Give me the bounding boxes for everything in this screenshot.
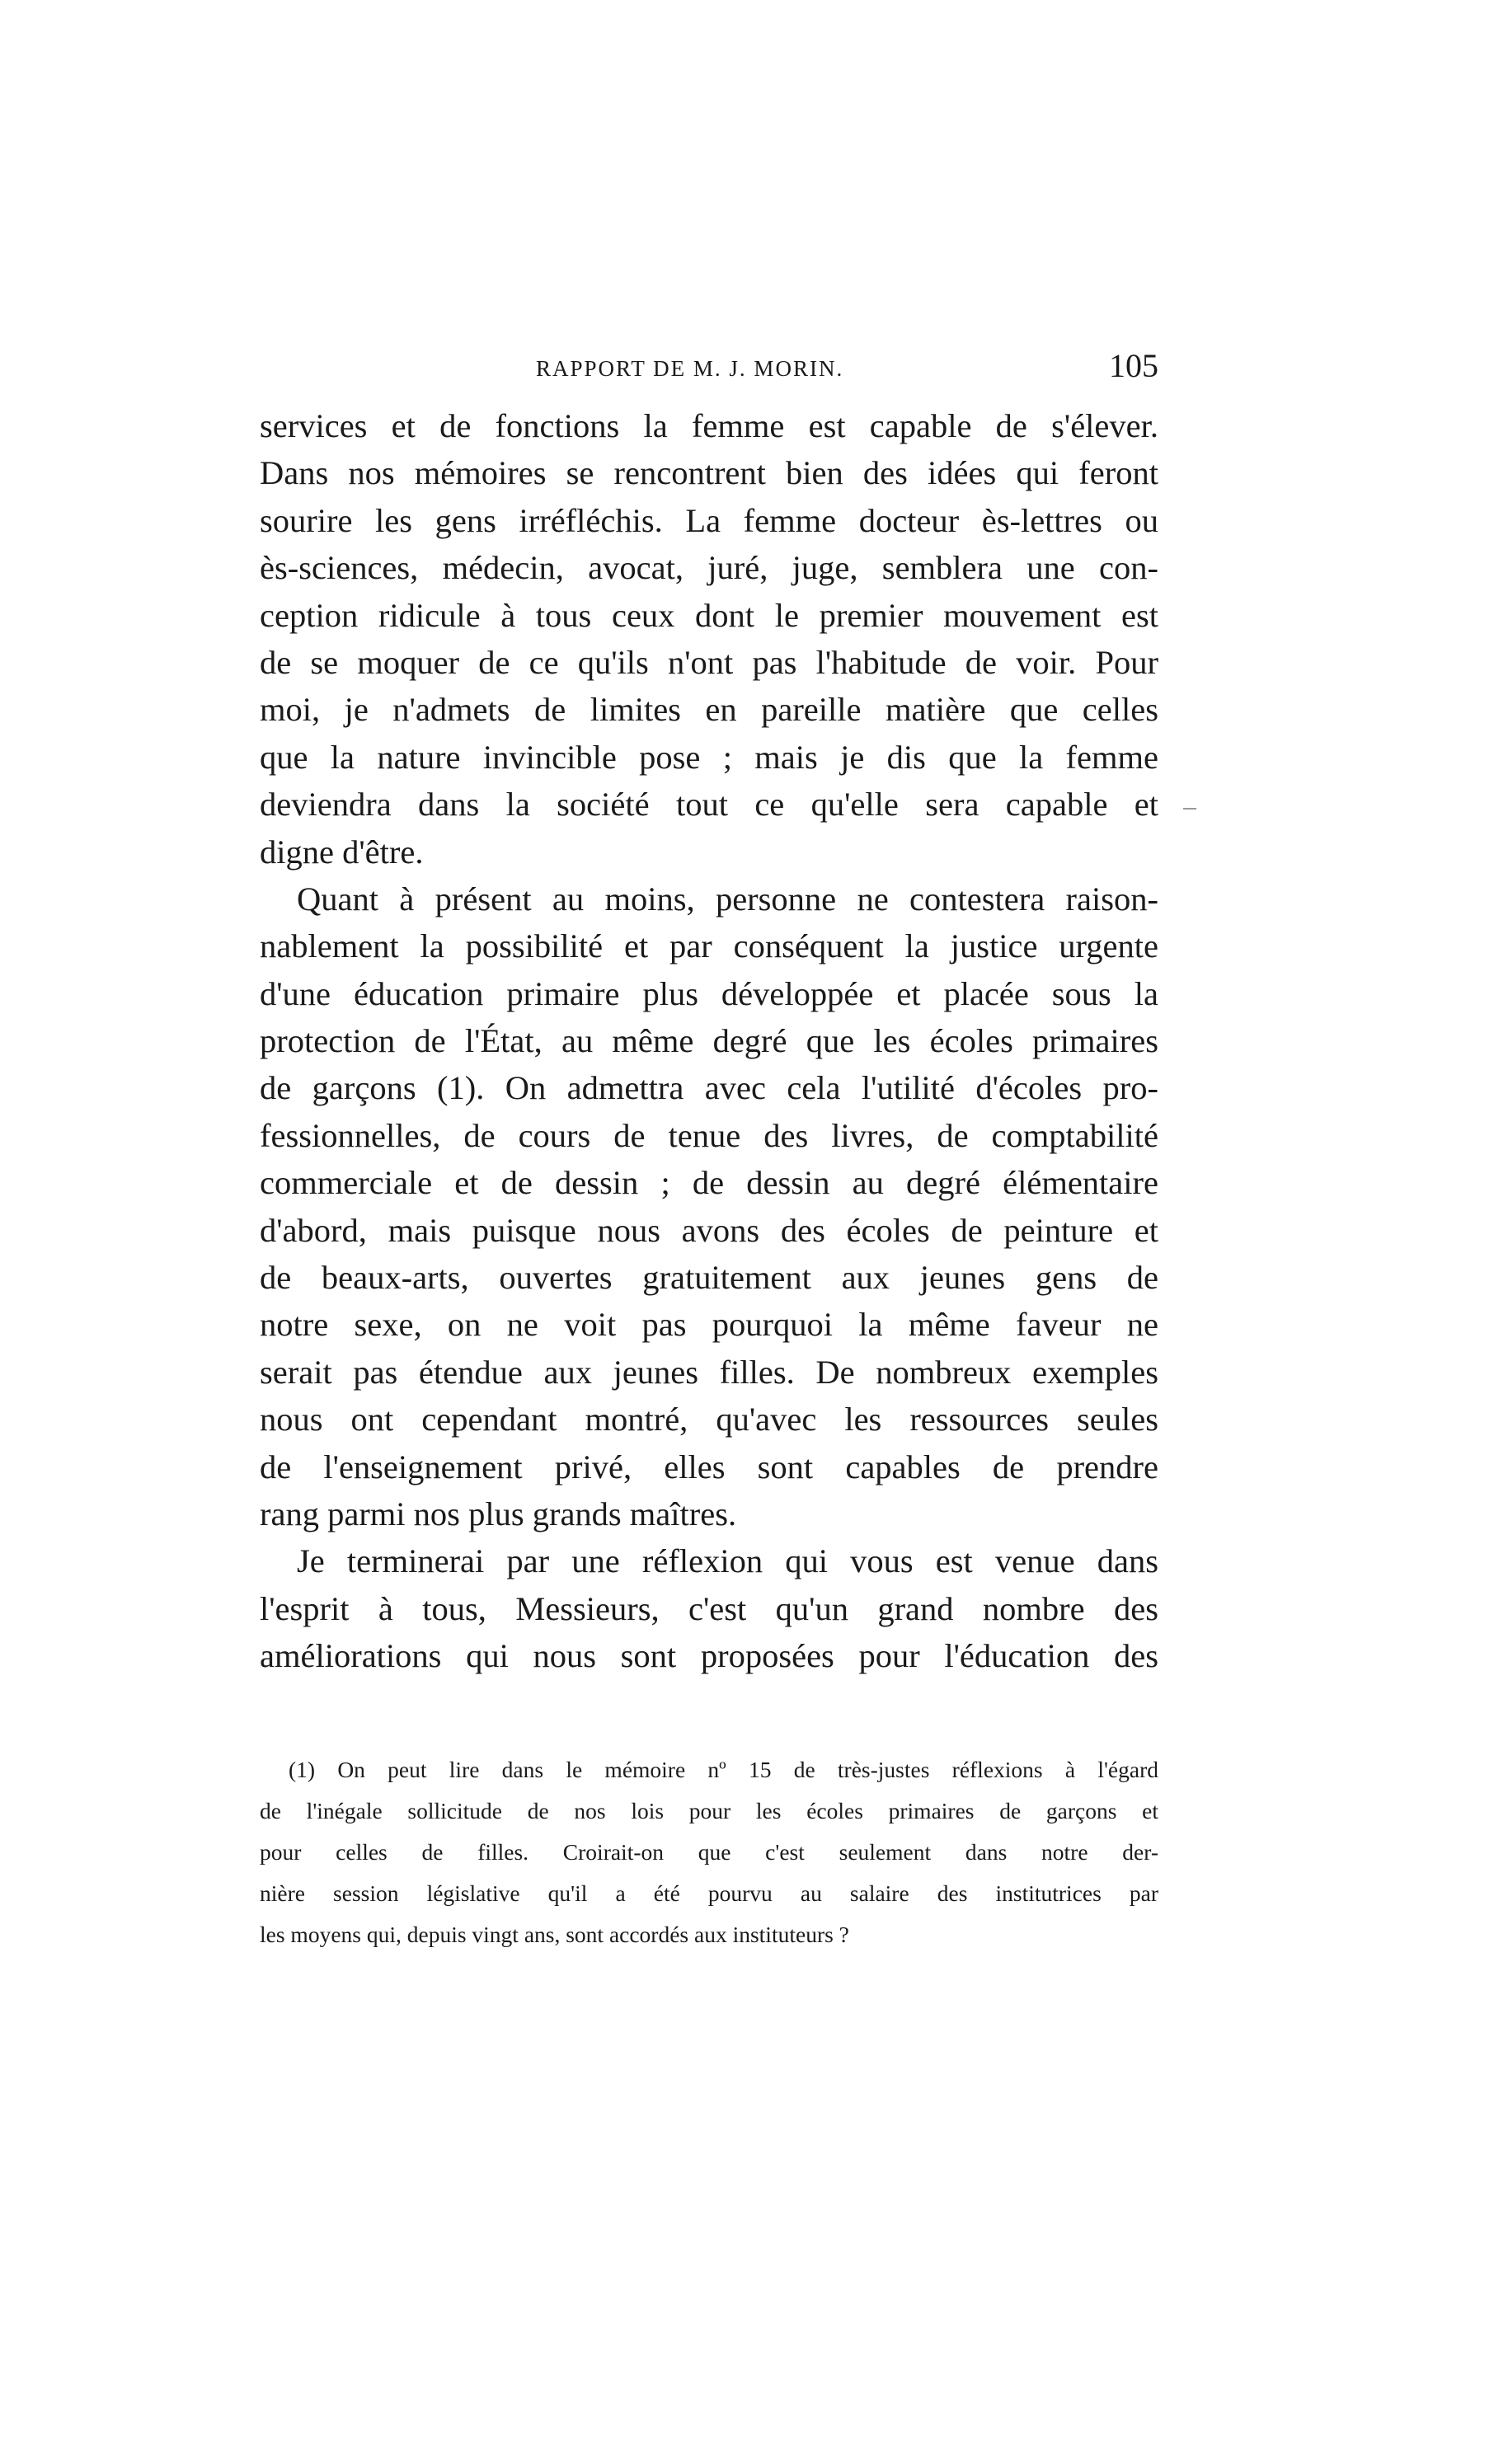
text-line: rang parmi nos plus grands maîtres. bbox=[260, 1495, 737, 1532]
body-text bbox=[260, 402, 1158, 1680]
text-line: améliorations qui nous sont proposées pour l'éducation des bbox=[260, 1637, 1158, 1675]
text-line: d'une éducation primaire plus développée et placée sous la bbox=[260, 974, 1158, 1012]
text-line: digne d'être. bbox=[260, 833, 424, 871]
text-line: de se moquer de ce qu'ils n'ont pas l'habitude de voir. Pour bbox=[260, 643, 1158, 681]
text-line: services et de fonctions la femme est capable de s'élever. bbox=[260, 407, 1158, 444]
text-line: protection de l'État, au même degré que les écoles primaires bbox=[260, 1022, 1158, 1060]
text-line: ception ridicule à tous ceux dont le premier mouvement est bbox=[260, 596, 1158, 634]
text-line: ès-sciences, médecin, avocat, juré, juge, semblera une con- bbox=[260, 549, 1158, 587]
text-line: de beaux-arts, ouvertes gratuitement aux jeunes gens de bbox=[260, 1259, 1158, 1297]
text-line: notre sexe, on ne voit pas pourquoi la même faveur ne bbox=[260, 1306, 1158, 1344]
paragraph-start: Je terminerai par une réflexion qui vous est venue dans bbox=[297, 1542, 1158, 1580]
text-line: nablement la possibilité et par conséquent la justice urgente bbox=[260, 927, 1158, 965]
text-line: l'esprit à tous, Messieurs, c'est qu'un grand nombre des bbox=[260, 1589, 1158, 1627]
text-line: nous ont cependant montré, qu'avec les ressources seules bbox=[260, 1401, 1158, 1439]
text-line: de l'enseignement privé, elles sont capables de prendre bbox=[260, 1448, 1158, 1485]
text-line: fessionnelles, de cours de tenue des livres, de comptabilité bbox=[260, 1116, 1158, 1154]
text-line: deviendra dans la société tout ce qu'elle sera capable et bbox=[260, 786, 1158, 824]
text-line: que la nature invincible pose ; mais je dis que la femme bbox=[260, 738, 1158, 776]
text-line: commerciale et de dessin ; de dessin au degré élémentaire bbox=[260, 1164, 1158, 1202]
margin-dash bbox=[1183, 808, 1196, 810]
paragraph-start: Quant à présent au moins, personne ne contestera raison- bbox=[297, 880, 1158, 918]
footnote-line: (1) On peut lire dans le mémoire nº 15 de très-justes réflexions à l'égard bbox=[289, 1757, 1158, 1782]
text-line: Dans nos mémoires se rencontrent bien des idées qui feront bbox=[260, 454, 1158, 492]
footnote-line: pour celles de filles. Croirait-on que c'est seulement dans notre der- bbox=[260, 1839, 1158, 1865]
footnote-line: de l'inégale sollicitude de nos lois pour les écoles primaires de garçons et bbox=[260, 1798, 1158, 1823]
page-header bbox=[260, 346, 1158, 396]
text-line: d'abord, mais puisque nous avons des écoles de peinture et bbox=[260, 1211, 1158, 1249]
page-number: 105 bbox=[1109, 347, 1158, 384]
text-line: sourire les gens irréfléchis. La femme docteur ès-lettres ou bbox=[260, 501, 1158, 539]
text-line: serait pas étendue aux jeunes filles. De nombreux exemples bbox=[260, 1353, 1158, 1391]
footnote-line: nière session législative qu'il a été pourvu au salaire des institutrices par bbox=[260, 1880, 1158, 1906]
running-title: RAPPORT DE M. J. MORIN. bbox=[536, 356, 844, 381]
footnote-line: les moyens qui, depuis vingt ans, sont accordés aux instituteurs ? bbox=[260, 1922, 849, 1947]
text-line: moi, je n'admets de limites en pareille matière que celles bbox=[260, 691, 1158, 729]
footnote bbox=[260, 1749, 1158, 1955]
text-line: de garçons (1). On admettra avec cela l'utilité d'écoles pro- bbox=[260, 1069, 1158, 1107]
